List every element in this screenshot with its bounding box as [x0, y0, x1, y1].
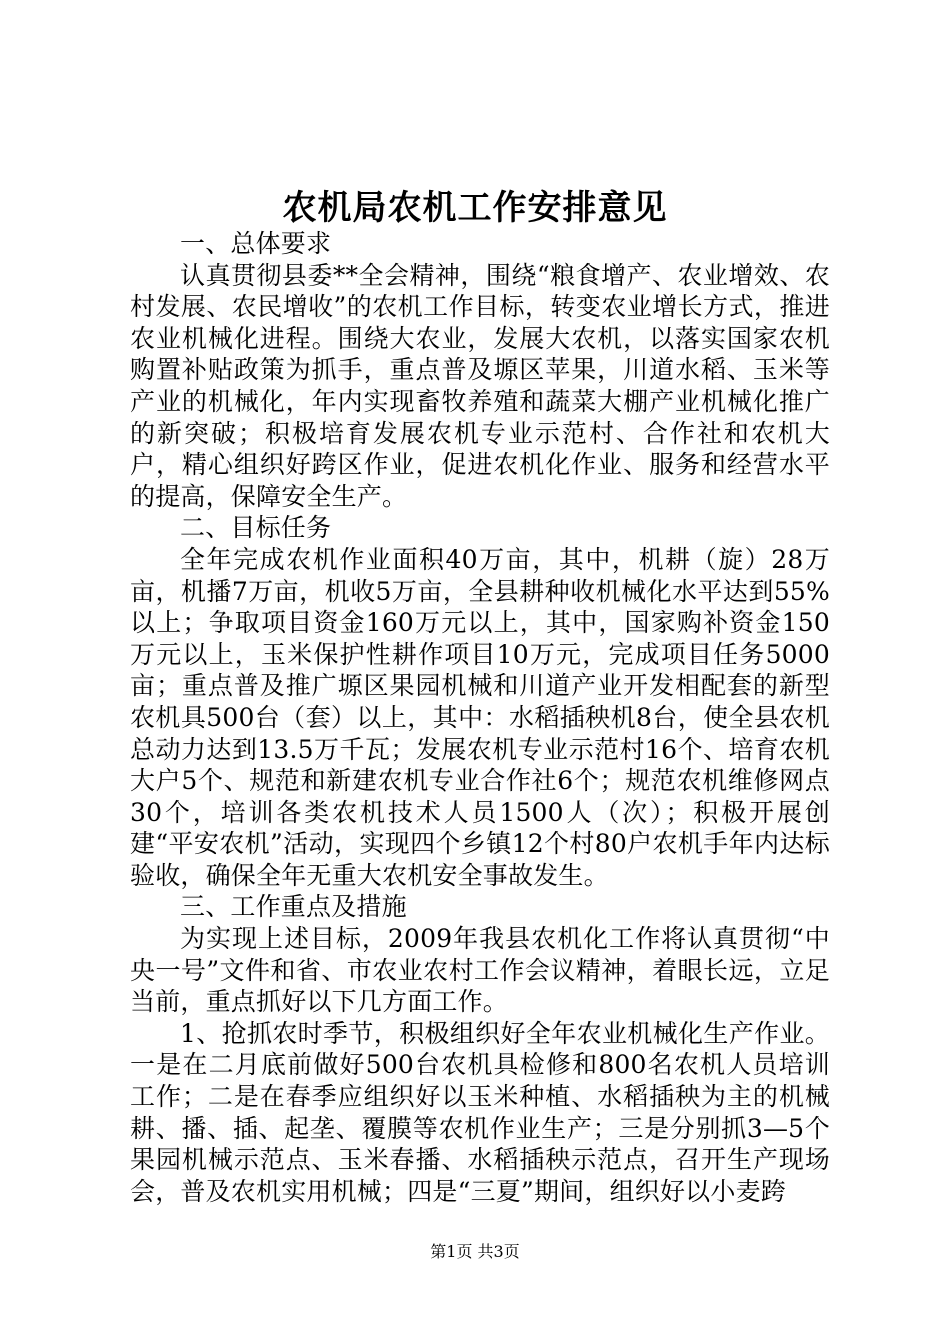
section-2-paragraph-1: 全年完成农机作业面积40万亩，其中，机耕（旋）28万亩，机播7万亩，机收5万亩，全县耕种收机械化水平达到55%以上；争取项目资金160万元以上，其中，国家购补资金150万元以上，玉米保护性耕作项目10万元，完成项目任务5000亩；重点普及推广塬区果园机械和川道产业开发相配套的新型农机具500台（套）以上，其中：水稻插秧机8台，使全县农机总动力达到13.5万千瓦；发展农机专业示范村16个、培育农机大户5个、规范和新建农机专业合作社6个；规范农机维修网点30个，培训各类农机技术人员1500人（次）；积极开展创建“平安农机”活动，实现四个乡镇12个村80户农机手年内达标验收，确保全年无重大农机安全事故发生。	[130, 544, 830, 890]
document-title: 农机局农机工作安排意见	[282, 188, 668, 228]
section-heading-3: 三、工作重点及措施	[180, 892, 407, 922]
page-footer: 第1页 共3页	[430, 1242, 520, 1261]
section-heading-1: 一、总体要求	[180, 229, 332, 258]
section-heading-2: 二、目标任务	[180, 513, 332, 543]
section-3-paragraph-2: 1、抢抓农时季节，积极组织好全年农业机械化生产作业。一是在二月底前做好500台农机具检修和800名农机人员培训工作；二是在春季应组织好以玉米种植、水稻插秧为主的机械耕、播、插、起垄、覆膜等农机作业生产；三是分别抓3—5个果园机械示范点、玉米春播、水稻插秧示范点，召开生产现场会，普及农机实用机械；四是“三夏”期间，组织好以小麦跨	[130, 1018, 830, 1206]
section-3-paragraph-1: 为实现上述目标，2009年我县农机化工作将认真贯彻“中央一号”文件和省、市农业农村工作会议精神，着眼长远，立足当前，重点抓好以下几方面工作。	[130, 924, 830, 1017]
document-body	[130, 228, 830, 1207]
section-1-paragraph-1: 认真贯彻县委**全会精神，围绕“粮食增产、农业增效、农村发展、农民增收”的农机工作目标，转变农业增长方式，推进农业机械化进程。围绕大农业，发展大农机，以落实国家农机购置补贴政策为抓手，重点普及塬区苹果，川道水稻、玉米等产业的机械化，年内实现畜牧养殖和蔬菜大棚产业机械化推广的新突破；积极培育发展农机专业示范村、合作社和农机大户，精心组织好跨区作业，促进农机化作业、服务和经营水平的提高，保障安全生产。	[130, 260, 830, 511]
